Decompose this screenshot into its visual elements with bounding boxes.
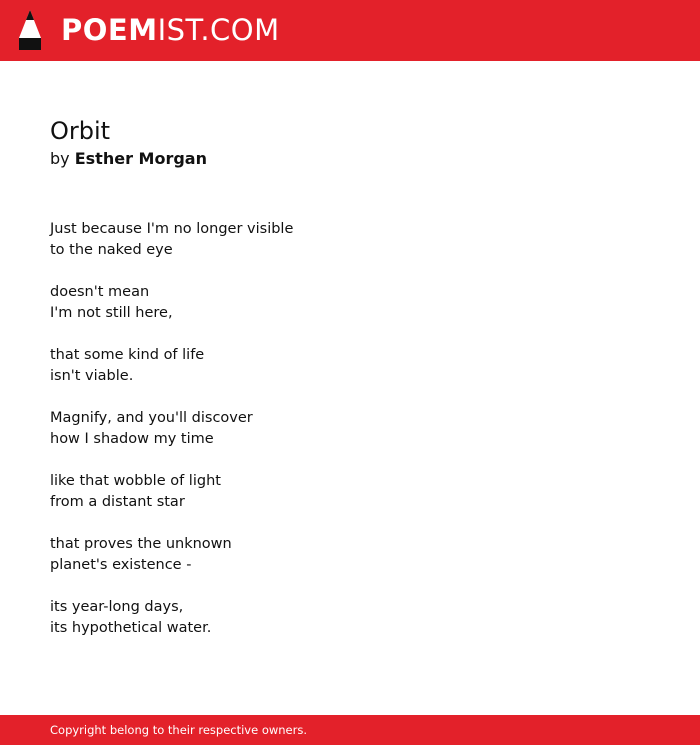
- poem-line: doesn't mean: [50, 284, 150, 300]
- poem-line: from a distant star: [50, 494, 185, 510]
- poem-line: like that wobble of light: [50, 473, 221, 489]
- poem-line: planet's existence -: [50, 557, 192, 573]
- poem-author: Esther Morgan: [74, 149, 207, 168]
- poem-line: Just because I'm no longer visible: [50, 221, 294, 237]
- poem-stanza: [50, 282, 650, 324]
- logo-text-bold: POEM: [61, 13, 158, 47]
- poem-line: I'm not still here,: [50, 305, 173, 321]
- poem-line: isn't viable.: [50, 368, 134, 384]
- poem-body: [50, 219, 650, 639]
- copyright-notice: Copyright belong to their respective owners.: [50, 723, 308, 737]
- poem-line: Magnify, and you'll discover: [50, 410, 253, 426]
- poem-line: its year-long days,: [50, 599, 184, 615]
- logo-text-light: IST.COM: [157, 13, 280, 47]
- site-header: [0, 0, 700, 61]
- poem-content: [50, 113, 650, 660]
- poem-stanza: [50, 471, 650, 513]
- poem-line: how I shadow my time: [50, 431, 214, 447]
- poem-stanza: [50, 345, 650, 387]
- poem-stanza: [50, 219, 650, 261]
- poem-title: Orbit: [50, 117, 111, 145]
- poem-line: its hypothetical water.: [50, 620, 212, 636]
- poem-line: that proves the unknown: [50, 536, 232, 552]
- poem-line: that some kind of life: [50, 347, 205, 363]
- site-logo-link[interactable]: [16, 8, 280, 52]
- pencil-tip-icon: [16, 8, 44, 52]
- poem-byline: [50, 149, 650, 169]
- poem-stanza: [50, 597, 650, 639]
- poem-stanza: [50, 534, 650, 576]
- byline-prefix: by: [50, 149, 70, 168]
- site-footer: [0, 715, 700, 745]
- poem-line: to the naked eye: [50, 242, 173, 258]
- site-logo-text: [61, 8, 280, 52]
- poem-stanza: [50, 408, 650, 450]
